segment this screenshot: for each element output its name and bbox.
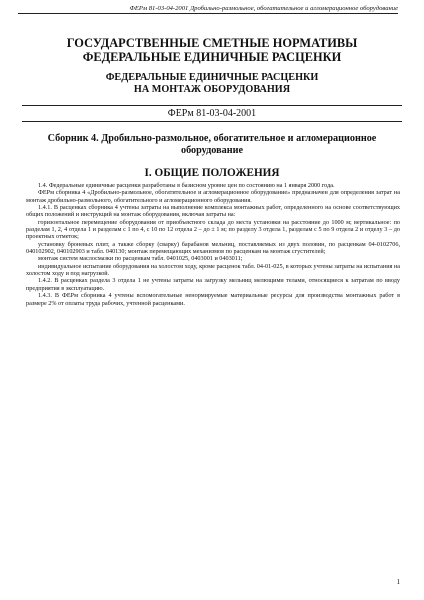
body-text — [26, 182, 400, 307]
collection-line-2: оборудование — [181, 145, 243, 156]
section-heading: I. ОБЩИЕ ПОЛОЖЕНИЯ — [144, 167, 280, 179]
subtitle-line-2: НА МОНТАЖ ОБОРУДОВАНИЯ — [133, 84, 291, 95]
divider-bottom — [22, 121, 402, 122]
page-number: 1 — [396, 578, 400, 586]
paragraph: 1.4.2. В расценках раздела 3 отдела 1 не учтены затраты на загрузку мельниц мелющими телами, относящиеся к затратам по вводу предприятия в эксплуатацию. — [26, 277, 400, 292]
paragraph: индивидуальное испытание оборудования на холостом ходу, кроме расценок табл. 04-01-025, в которых учтены затраты на испытания на холостом ходу и под нагрузкой. — [26, 262, 400, 278]
document-subtitle — [0, 72, 424, 96]
paragraph: 1.4.1. В расценках сборника 4 учтены затраты на выполнение комплекса монтажных работ, определенного на основе соответствующих общих положений и инструкций на монтаж оборудования, включая затраты на: — [26, 204, 400, 219]
subtitle-line-1: ФЕДЕРАЛЬНЫЕ ЕДИНИЧНЫЕ РАСЦЕНКИ — [105, 72, 319, 83]
document-title — [0, 36, 424, 64]
paragraph: установку броневых плит, а также сборку (сварку) барабанов мельниц, поставляемых из двух половин, по расценкам 04-0102706, 040102902, 040102903 и табл. 040130; монтаж перемещающих механизмов по расценкам на монтаж сгустителей; — [26, 240, 400, 256]
paragraph: ФЕРм сборника 4 «Дробильно-размольное, обогатительное и агломерационное оборудование» предназначен для определения затрат на монтаж дробильно-размольного, обогатительного и агломерационного оборудования. — [26, 189, 400, 204]
title-line-1: ГОСУДАРСТВЕННЫЕ СМЕТНЫЕ НОРМАТИВЫ — [66, 36, 358, 50]
divider-top — [22, 105, 402, 106]
paragraph: монтаж систем маслосмазки по расценкам табл. 0401025, 0403001 и 0403011; — [38, 255, 243, 263]
collection-title — [30, 133, 394, 157]
collection-line-1: Сборник 4. Дробильно-размольное, обогатительное и агломерационное — [47, 133, 377, 144]
paragraph: 1.4. Федеральные единичные расценки разработаны в базисном уровне цен по состоянию на 1 января 2000 года. — [38, 182, 335, 189]
title-line-2: ФЕДЕРАЛЬНЫЕ ЕДИНИЧНЫЕ РАСЦЕНКИ — [82, 50, 342, 64]
document-code: ФЕРм 81-03-04-2001 — [167, 108, 257, 119]
running-header: ФЕРм 81-03-04-2001 Дробильно-размольное, обогатительное и агломерационное оборудование — [18, 5, 398, 14]
paragraph: горизонтальное перемещение оборудования от приобъектного склада до места установки на расстояние до 1000 м; вертикальное: по разделам 1, 2, 4 отдела 1 и разделам с 1 по 4, с 10 по 12 отдела 2 – до ± 1 м; по разделу 3 отдела 1, разделам с 5 по 9 отдела 2 и отделу 3 – до проектных отметок; — [26, 218, 400, 241]
paragraph: 1.4.3. В ФЕРм сборника 4 учтены вспомогательные ненормируемые материальные ресурсы для производства монтажных работ в размере 2% от оплаты труда рабочих, учтенной расценками. — [26, 292, 400, 307]
